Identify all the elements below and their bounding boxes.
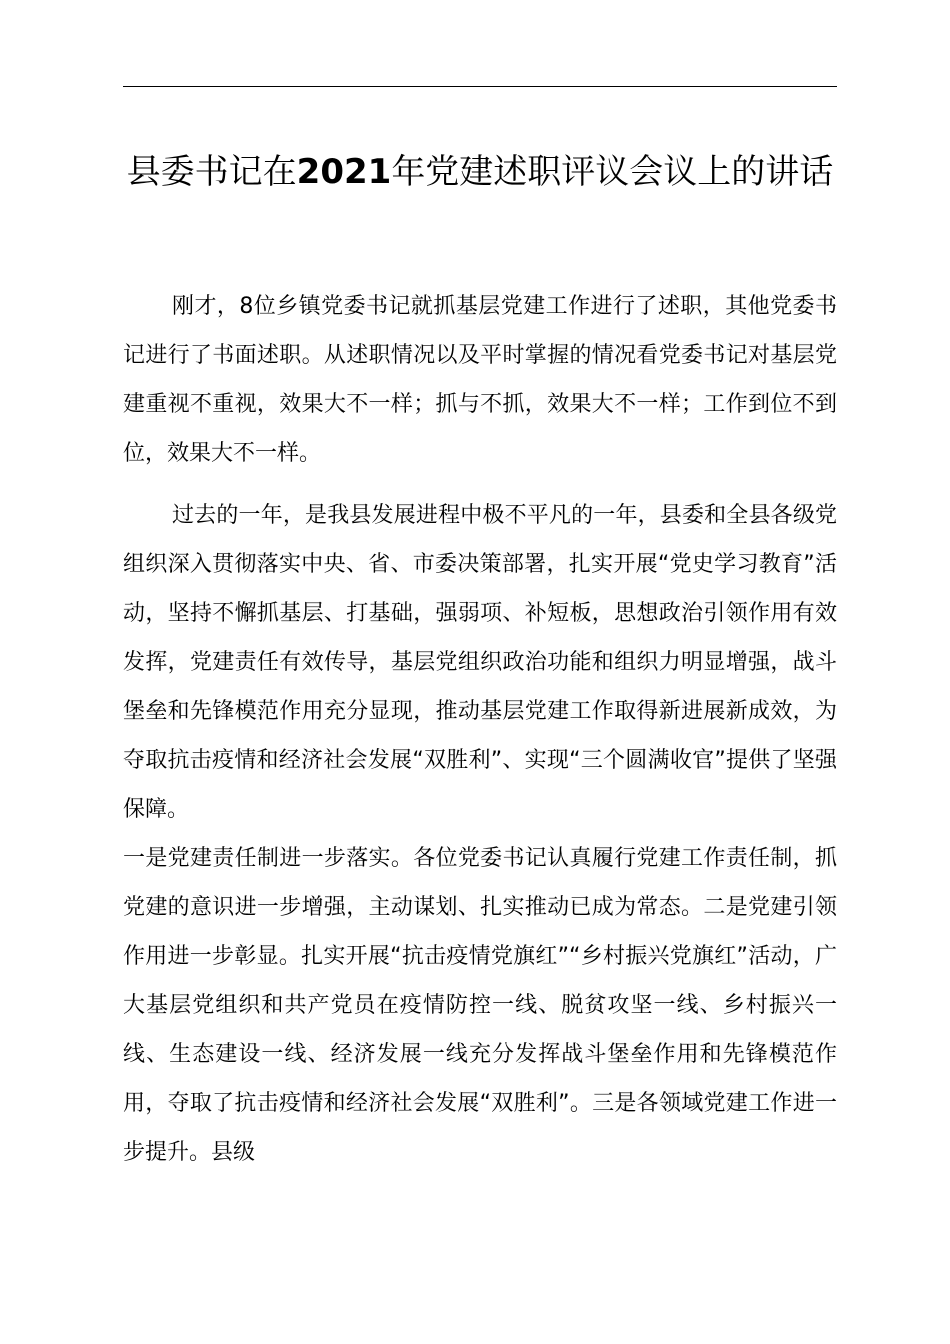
paragraph-2: 过去的一年，是我县发展进程中极不平凡的一年，县委和全县各级党组织深入贯彻落实中央、省、市委决策部署，扎实开展“党史学习教育”活动，坚持不懈抓基层、打基础，强弱项、补短板，思想政治引领作用有效发挥，党建责任有效传导，基层党组织政治功能和组织力明显增强，战斗堡垒和先锋模范作用充分显现，推动基层党建工作取得新进展新成效，为夺取抗击疫情和经济社会发展“双胜利”、实现“三个圆满收官”提供了坚强保障。 <box>123 503 837 822</box>
title-suffix: 年党建述职评议会议上的讲话 <box>391 152 834 192</box>
header-rule <box>123 86 837 87</box>
paragraph-1: 刚才，8位乡镇党委书记就抓基层党建工作进行了述职，其他党委书记进行了书面述职。从述职情况以及平时掌握的情况看党委书记对基层党建重视不重视，效果大不一样；抓与不抓，效果大不一样；工作到位不到位，效果大不一样。 <box>123 294 837 466</box>
paragraph-3: 一是党建责任制进一步落实。各位党委书记认真履行党建工作责任制，抓党建的意识进一步增强，主动谋划、扎实推动已成为常态。二是党建引领作用进一步彰显。扎实开展“抗击疫情党旗红”“乡村振兴党旗红”活动，广大基层党组织和共产党员在疫情防控一线、脱贫攻坚一线、乡村振兴一线、生态建设一线、经济发展一线充分发挥战斗堡垒作用和先锋模范作用，夺取了抗击疫情和经济社会发展“双胜利”。三是各领域党建工作进一步提升。县级 <box>123 846 837 1165</box>
title-prefix: 县委书记在 <box>126 152 297 192</box>
document-title <box>118 150 842 194</box>
title-year: 2021 <box>296 152 392 192</box>
document-body <box>123 282 837 1177</box>
